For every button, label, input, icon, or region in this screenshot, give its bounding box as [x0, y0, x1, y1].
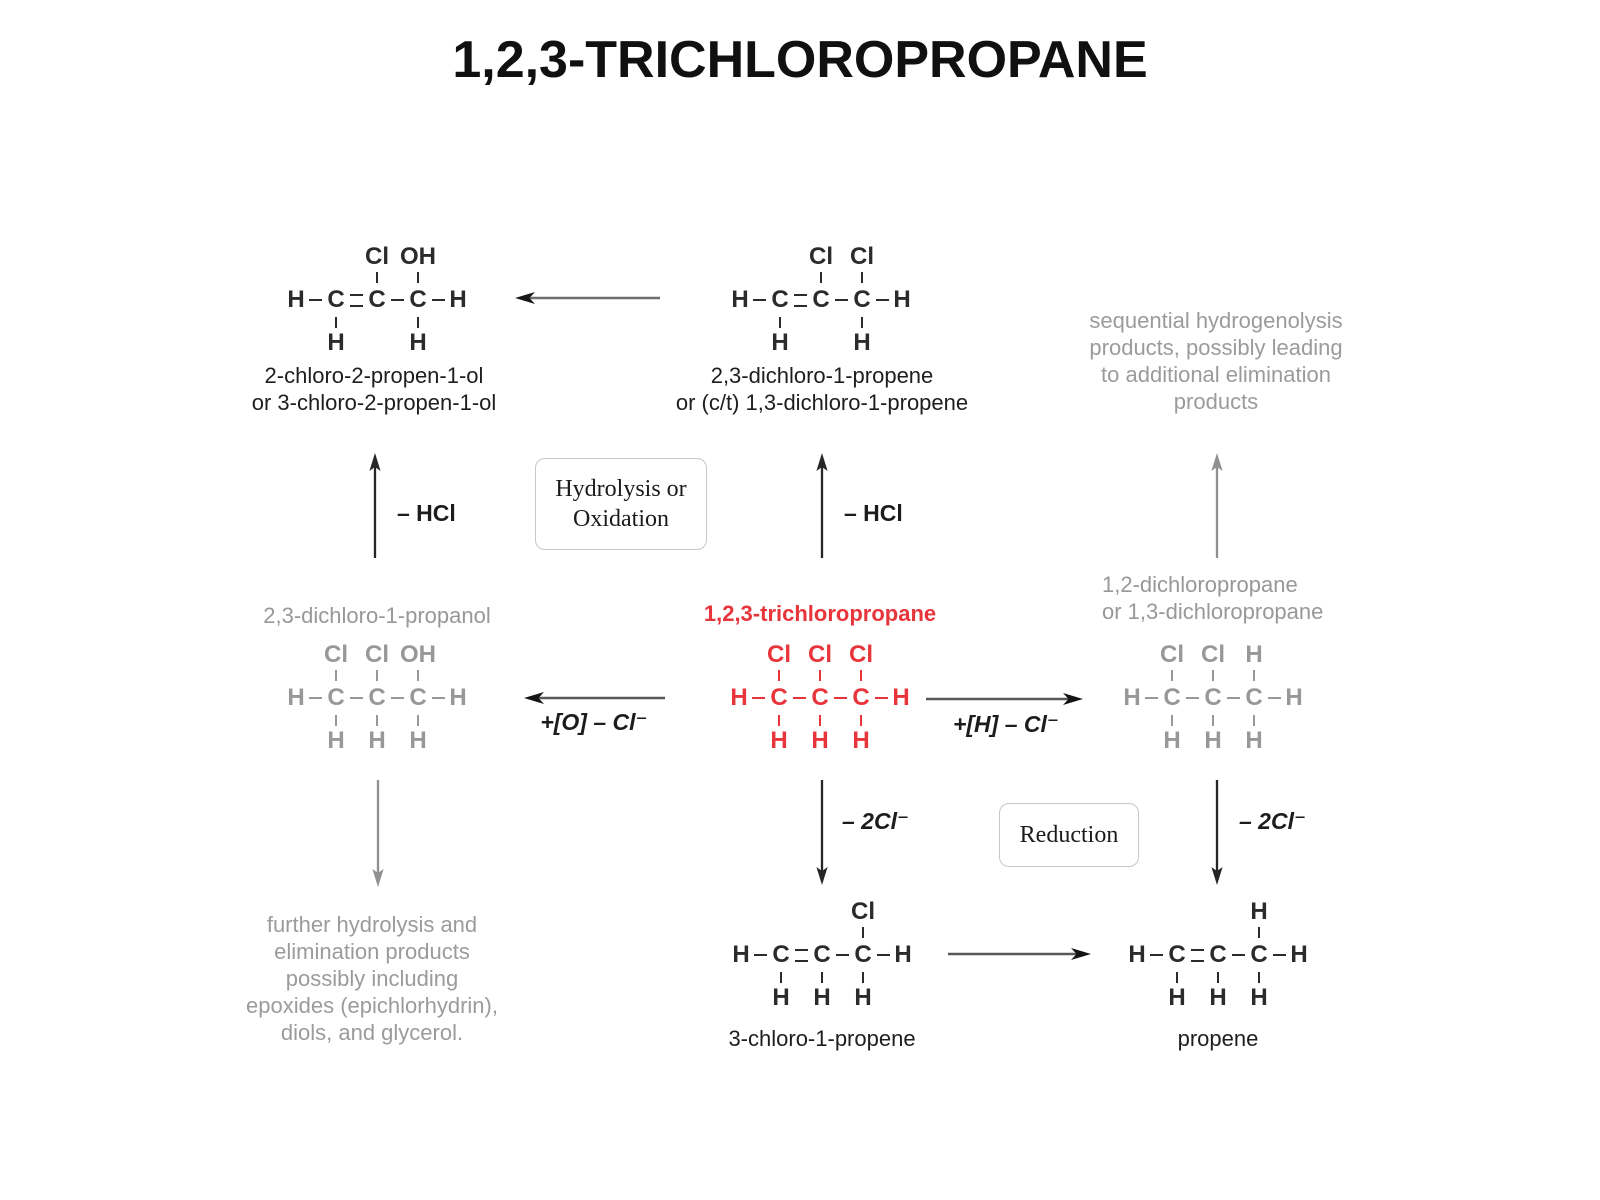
- atom-label: H: [852, 727, 870, 754]
- atom-label: H: [1245, 641, 1263, 668]
- atom-label: H: [770, 727, 788, 754]
- bond-single: [752, 697, 765, 700]
- atom-label: H: [730, 684, 748, 711]
- bond-vertical: [861, 272, 864, 283]
- structure-label-propene: [1178, 1025, 1259, 1052]
- atom-label: Cl: [365, 641, 389, 668]
- atom-label: H: [893, 286, 911, 313]
- bond-vertical: [417, 715, 420, 726]
- bond-single: [1232, 954, 1245, 957]
- text-line: 2,3-dichloro-1-propanol: [263, 603, 491, 628]
- bond-vertical: [862, 927, 865, 938]
- atom-label: C: [770, 684, 788, 711]
- atom-label: Cl: [851, 898, 875, 925]
- atom-label: C: [812, 286, 830, 313]
- bond-vertical: [778, 715, 781, 726]
- arrow-mid-left-horizontal: [523, 690, 665, 706]
- bond-single: [793, 697, 806, 700]
- bond-single: [835, 299, 848, 302]
- note-further-hydrolysis: [246, 911, 498, 1046]
- structure-chloropropenol: [284, 244, 470, 356]
- text-line: 1,2-dichloropropane: [1102, 572, 1298, 597]
- atom-label: H: [892, 684, 910, 711]
- arrow-center-down: [814, 780, 830, 885]
- atom-label: H: [287, 286, 305, 313]
- atom-label: H: [894, 941, 912, 968]
- structure-label-chloropropene: [728, 1025, 915, 1052]
- bond-single: [432, 697, 445, 700]
- text-line: or 3-chloro-2-propen-1-ol: [251, 390, 497, 415]
- arrow-top-left-horizontal: [514, 290, 660, 306]
- hydrolysis-oxidation-box: [535, 458, 707, 550]
- atom-label: H: [1123, 684, 1141, 711]
- text-line: sequential hydrogenolysis: [1089, 308, 1343, 333]
- bond-vertical: [1217, 972, 1220, 983]
- atom-label: C: [327, 684, 345, 711]
- label-minus-2cl-center: – 2Cl⁻: [842, 808, 910, 834]
- atom-label: C: [409, 684, 427, 711]
- bond-vertical: [779, 317, 782, 328]
- atom-label: C: [813, 941, 831, 968]
- atom-label: C: [327, 286, 345, 313]
- label-minus-hcl-center: – HCl: [844, 500, 903, 526]
- atom-label: C: [368, 286, 386, 313]
- bond-single: [309, 299, 322, 302]
- bond-vertical: [335, 670, 338, 681]
- atom-label: C: [772, 941, 790, 968]
- atom-label: Cl: [767, 641, 791, 668]
- bond-vertical: [1253, 670, 1256, 681]
- atom-label: Cl: [1160, 641, 1184, 668]
- bond-double: [795, 949, 808, 962]
- arrow-mid-right-horizontal: [926, 691, 1084, 707]
- bond-vertical: [862, 972, 865, 983]
- atom-label: Cl: [850, 243, 874, 270]
- atom-label: H: [1290, 941, 1308, 968]
- bond-single: [309, 697, 322, 700]
- label-minus-hcl-left: – HCl: [397, 500, 456, 526]
- bond-vertical: [417, 670, 420, 681]
- text-line: propene: [1177, 1026, 1259, 1051]
- bond-vertical: [860, 715, 863, 726]
- atom-label: C: [1245, 684, 1263, 711]
- text-line: 3-chloro-1-propene: [728, 1026, 916, 1051]
- bond-single: [834, 697, 847, 700]
- atom-label: Cl: [809, 243, 833, 270]
- bond-vertical: [1212, 670, 1215, 681]
- atom-label: H: [1250, 898, 1268, 925]
- bond-single: [836, 954, 849, 957]
- bond-vertical: [1258, 927, 1261, 938]
- text-line: 2,3-dichloro-1-propene: [710, 363, 934, 388]
- bond-vertical: [1171, 670, 1174, 681]
- bond-vertical: [819, 715, 822, 726]
- bond-vertical: [376, 272, 379, 283]
- structure-trichloropropane: [727, 642, 913, 754]
- bond-single: [753, 299, 766, 302]
- atom-label: H: [449, 684, 467, 711]
- atom-label: H: [813, 984, 831, 1011]
- arrow-right-up: [1209, 453, 1225, 558]
- text-line: Hydrolysis or: [555, 476, 687, 502]
- atom-label: OH: [400, 243, 436, 270]
- atom-label: C: [368, 684, 386, 711]
- atom-label: Cl: [1201, 641, 1225, 668]
- atom-label: C: [1204, 684, 1222, 711]
- bond-single: [1227, 697, 1240, 700]
- page-title: 1,2,3-TRICHLOROPROPANE: [452, 31, 1148, 89]
- atom-label: Cl: [324, 641, 348, 668]
- bond-vertical: [1212, 715, 1215, 726]
- atom-label: H: [1168, 984, 1186, 1011]
- atom-label: C: [771, 286, 789, 313]
- bond-vertical: [821, 972, 824, 983]
- atom-label: H: [772, 984, 790, 1011]
- bond-vertical: [376, 670, 379, 681]
- bond-vertical: [1171, 715, 1174, 726]
- bond-single: [350, 697, 363, 700]
- text-line: diols, and glycerol.: [280, 1020, 464, 1045]
- text-line: to additional elimination: [1101, 362, 1331, 387]
- arrow-center-up: [814, 453, 830, 558]
- text-line: Reduction: [1019, 822, 1119, 848]
- bond-vertical: [820, 272, 823, 283]
- atom-label: C: [1168, 941, 1186, 968]
- bond-vertical: [335, 715, 338, 726]
- atom-label: OH: [400, 641, 436, 668]
- atom-label: C: [854, 941, 872, 968]
- reduction-box: [999, 803, 1139, 867]
- bond-vertical: [1258, 972, 1261, 983]
- bond-single: [1273, 954, 1286, 957]
- bond-vertical: [860, 670, 863, 681]
- text-line: or (c/t) 1,3-dichloro-1-propene: [675, 390, 969, 415]
- arrow-left-down: [370, 780, 386, 887]
- bond-vertical: [861, 317, 864, 328]
- atom-label: H: [771, 329, 789, 356]
- atom-label: C: [1209, 941, 1227, 968]
- atom-label: C: [853, 286, 871, 313]
- atom-label: Cl: [365, 243, 389, 270]
- bond-single: [876, 299, 889, 302]
- atom-label: H: [854, 984, 872, 1011]
- structure-label-dichloropropanol: [263, 602, 490, 629]
- bond-vertical: [1253, 715, 1256, 726]
- label-hydrogenation-minus-cl: +[H] – Cl⁻: [952, 711, 1060, 737]
- structure-label-dichloropropane: [1102, 571, 1323, 625]
- atom-label: C: [811, 684, 829, 711]
- atom-label: H: [1209, 984, 1227, 1011]
- bond-double: [350, 294, 363, 307]
- label-minus-2cl-right: – 2Cl⁻: [1239, 808, 1307, 834]
- atom-label: H: [1128, 941, 1146, 968]
- structure-chloropropene: [729, 899, 915, 1011]
- text-line: elimination products: [274, 939, 470, 964]
- bond-double: [1191, 949, 1204, 962]
- text-line: Oxidation: [573, 506, 669, 532]
- text-line: possibly including: [285, 966, 459, 991]
- atom-label: H: [731, 286, 749, 313]
- text-line: or 1,3-dichloropropane: [1102, 599, 1324, 624]
- atom-label: H: [1285, 684, 1303, 711]
- atom-label: H: [1163, 727, 1181, 754]
- atom-label: C: [1163, 684, 1181, 711]
- bond-double: [794, 294, 807, 307]
- bond-vertical: [417, 272, 420, 283]
- bond-single: [875, 697, 888, 700]
- note-sequential-hydrogenolysis: [1089, 307, 1342, 415]
- atom-label: H: [327, 727, 345, 754]
- structure-label-chloropropenol: [252, 362, 497, 416]
- atom-label: H: [1204, 727, 1222, 754]
- bond-vertical: [778, 670, 781, 681]
- atom-label: H: [409, 727, 427, 754]
- bond-vertical: [376, 715, 379, 726]
- structure-dichloropropene: [728, 244, 914, 356]
- bond-single: [1268, 697, 1281, 700]
- bond-vertical: [335, 317, 338, 328]
- bond-single: [754, 954, 767, 957]
- atom-label: H: [368, 727, 386, 754]
- structure-label-trichloropropane: [704, 600, 936, 627]
- atom-label: H: [1250, 984, 1268, 1011]
- atom-label: H: [409, 329, 427, 356]
- structure-propene: [1125, 899, 1311, 1011]
- bond-vertical: [780, 972, 783, 983]
- atom-label: C: [409, 286, 427, 313]
- bond-single: [391, 697, 404, 700]
- atom-label: H: [1245, 727, 1263, 754]
- text-line: further hydrolysis and: [266, 912, 478, 937]
- structure-dichloropropanol: [284, 642, 470, 754]
- atom-label: Cl: [808, 641, 832, 668]
- label-oxidation-minus-cl: +[O] – Cl⁻: [540, 709, 648, 735]
- atom-label: H: [811, 727, 829, 754]
- arrow-right-down: [1209, 780, 1225, 885]
- bond-vertical: [1176, 972, 1179, 983]
- bond-vertical: [417, 317, 420, 328]
- structure-label-dichloropropene: [676, 362, 968, 416]
- text-line: products: [1173, 389, 1259, 414]
- atom-label: C: [1250, 941, 1268, 968]
- atom-label: H: [853, 329, 871, 356]
- structure-dichloropropane: [1120, 642, 1306, 754]
- bond-single: [432, 299, 445, 302]
- bond-single: [391, 299, 404, 302]
- atom-label: H: [327, 329, 345, 356]
- text-line: products, possibly leading: [1089, 335, 1343, 360]
- atom-label: H: [287, 684, 305, 711]
- text-line: 2-chloro-2-propen-1-ol: [264, 363, 484, 388]
- bond-vertical: [819, 670, 822, 681]
- arrow-left-up: [367, 453, 383, 558]
- bond-single: [1145, 697, 1158, 700]
- atom-label: Cl: [849, 641, 873, 668]
- atom-label: C: [852, 684, 870, 711]
- bond-single: [1150, 954, 1163, 957]
- atom-label: H: [732, 941, 750, 968]
- atom-label: H: [449, 286, 467, 313]
- bond-single: [877, 954, 890, 957]
- bond-single: [1186, 697, 1199, 700]
- arrow-bottom-right-horizontal: [948, 946, 1092, 962]
- text-line: epoxides (epichlorhydrin),: [246, 993, 498, 1018]
- text-line: 1,2,3-trichloropropane: [703, 601, 937, 626]
